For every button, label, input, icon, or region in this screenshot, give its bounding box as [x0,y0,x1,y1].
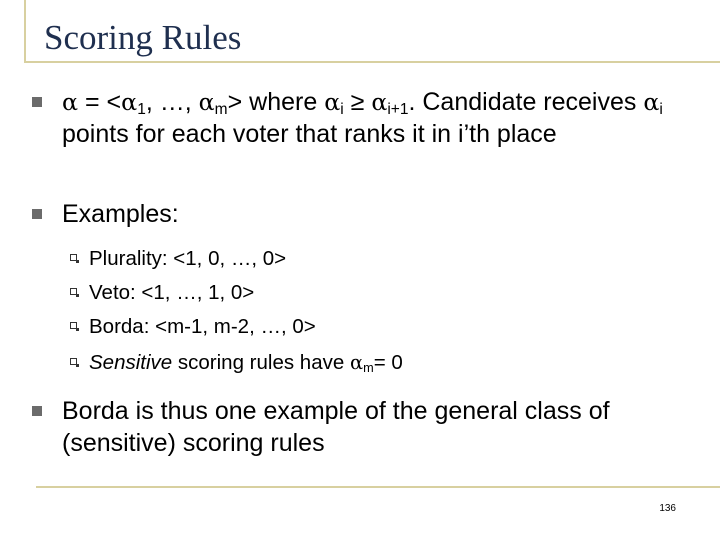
example-text: Plurality: <1, 0, …, 0> [89,247,287,270]
title-underline [24,61,720,63]
bullet-examples [62,198,682,230]
text: , …, [145,88,199,116]
example-text: Borda: <m-1, m-2, …, 0> [89,315,316,338]
text: = < [85,88,122,116]
example-text: Veto: <1, …, 1, 0> [89,281,255,304]
text: > where [227,88,325,116]
text: = 0 [373,351,403,374]
text: ≥ [343,88,372,116]
alpha-symbol: α [349,351,364,374]
alpha-symbol: α [643,88,660,116]
alpha-symbol: α [62,88,79,116]
title-vertical-rule [24,0,26,62]
alpha-symbol: α [121,88,138,116]
bullet-scoring-definition [62,86,682,150]
alpha-symbol: α [371,88,388,116]
subscript: i [659,100,663,118]
box-bullet-icon [70,358,77,365]
sub-bullet-sensitive [89,349,689,377]
subscript: 1 [137,100,146,118]
box-bullet-icon [70,254,77,261]
subscript: i [340,100,344,118]
page-number: 136 [659,503,676,514]
text: points for each voter that ranks it in i’th place [62,120,557,148]
box-bullet-icon [70,322,77,329]
text: scoring rules have [172,351,350,374]
sub-bullet-veto [89,279,689,307]
bullet-borda-conclusion [62,395,682,459]
square-bullet-icon [32,406,42,416]
footer-rule [36,486,720,488]
alpha-symbol: α [324,88,341,116]
subscript: m [214,100,228,118]
subscript: i+1 [387,100,409,118]
slide-title: Scoring Rules [44,18,242,57]
square-bullet-icon [32,97,42,107]
square-bullet-icon [32,209,42,219]
sub-bullet-borda [89,313,689,341]
text: . Candidate receives [408,88,644,116]
sub-bullet-plurality [89,245,689,273]
subscript: m [363,360,374,376]
sensitive-italic: Sensitive [89,351,173,374]
alpha-symbol: α [198,88,215,116]
conclusion-text: Borda is thus one example of the general class of (sensitive) scoring rules [62,397,610,457]
box-bullet-icon [70,288,77,295]
examples-label: Examples: [62,200,179,228]
